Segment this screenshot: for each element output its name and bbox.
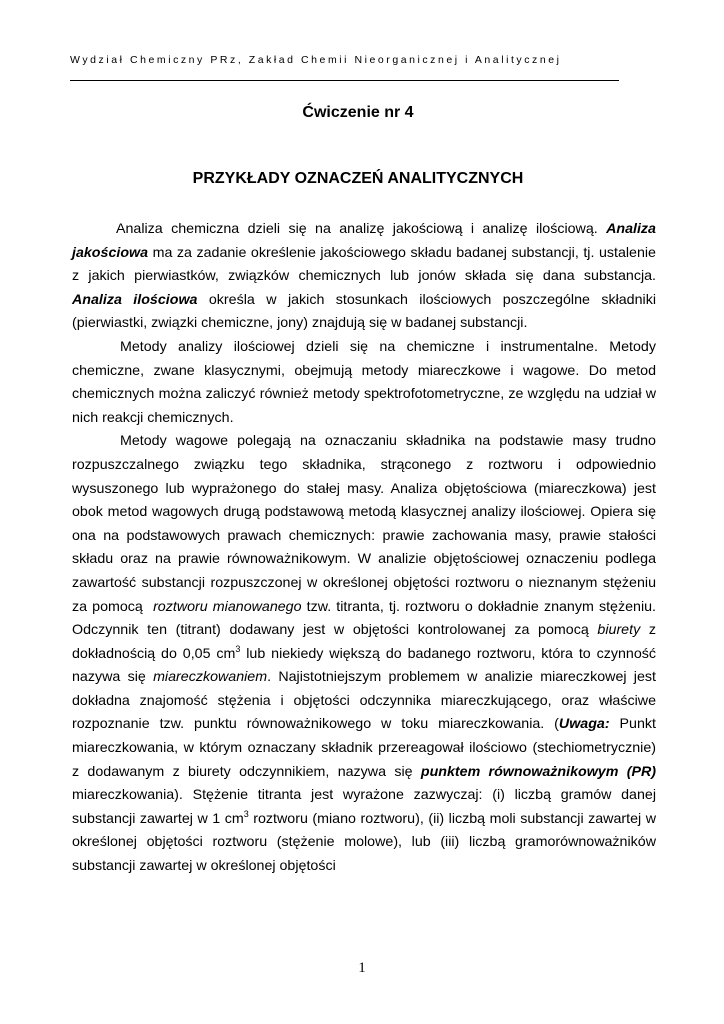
superscript-3b: 3 [243, 808, 249, 819]
superscript-3: 3 [235, 643, 241, 654]
term-analiza-ilosciowa: Analiza ilościowa [72, 291, 198, 308]
exercise-title: Ćwiczenie nr 4 [302, 104, 414, 121]
paragraph-1 [72, 218, 656, 336]
note-uwaga: Uwaga: [558, 716, 610, 733]
p3-part-d: lub niekiedy większą do badanego roztworu, która to czynność nazywa się [72, 645, 656, 686]
term-punkt-rownowaznikowy: punktem równoważnikowym (PR) [420, 763, 656, 780]
p3-part-a: Metody wagowe polegają na oznaczaniu składnika na podstawie masy trudno rozpuszczalnego związku tego składnika, strąconego z roztworu i odpowiednio wysuszonego lub wyprażonego do stałej masy. Analiza objętościowa (miareczkowa) jest obok metod wagowych drugą podstawową metodą klasycznej analizy ilościowej. Opiera się ona na podstawowych prawach chemicznych: prawie zachowania masy, prawie stałości składu oraz na prawie równoważnikowym. W analizie objętościowej oznaczeniu podlega zawartość substancji rozpuszczonej w określonej objętości roztworu o nieznanym stężeniu za pomocą [72, 433, 656, 615]
page-number: 1 [358, 960, 366, 976]
p1-sentence-1: Analiza chemiczna dzieli się na analizę jakościową i analizę ilościową. [116, 221, 598, 237]
document-body [72, 218, 656, 879]
p3-part-b: tzw. titranta, tj. roztworu o dokładnie znanym stężeniu. Odczynnik ten (titrant) dodawany jest w objętości kontrolowanej za pomocą [72, 598, 656, 639]
term-roztwor-mianowany: roztworu mianowanego [153, 598, 302, 615]
paragraph-2: Metody analizy ilościowej dzieli się na chemiczne i instrumentalne. Metody chemiczne, zwane klasycznymi, obejmują metody miareczkowe i wagowe. Do metod chemicznych można zaliczyć również metody spektrofotometryczne, ze względu na udział w nich reakcji chemicznych. [72, 338, 656, 426]
header-rule [70, 80, 619, 81]
p3-part-c: z dokładnością do 0,05 cm [72, 622, 656, 662]
p1-sentence-2: ma za zadanie określenie jakościowego składu badanej substancji, tj. ustalenie z jakich pierwiastków, związków chemicznych lub jonów składa się dana substancja. [72, 244, 656, 285]
page-header: Wydział Chemiczny PRz, Zakład Chemii Nieorganicznej i Analitycznej [70, 54, 562, 66]
p3-part-e: . Najistotniejszym problemem w analizie miareczkowej jest dokładna znajomość stężenia i objętości odczynnika miareczkującego, oraz właściwe rozpoznanie tzw. punktu równoważnikowego w toku miareczkowania. ( [72, 669, 656, 733]
p1-sentence-3: określa w jakich stosunkach ilościowych poszczególne składniki (pierwiastki, związki chemiczne, jony) znajdują się w badanej substancji. [72, 291, 656, 332]
term-miareczkowaniem: miareczkowaniem [153, 669, 268, 686]
term-biurety: biurety [597, 622, 641, 639]
topic-title: PRZYKŁADY OZNACZEŃ ANALITYCZNYCH [192, 170, 524, 187]
paragraph-3 [72, 430, 656, 878]
p3-part-f: Punkt miareczkowania, w którym oznaczany składnik przereagował ilościowo (stechiometrycznie) z dodawanym z biurety odczynnikiem, nazywa się [72, 716, 656, 780]
p3-part-h: roztworu (miano roztworu), (ii) liczbą moli substancji zawartej w określonej objętości roztworu (stężenie molowe), lub (iii) liczbą gramorównoważników substancji zawartej w określonej objętości [72, 810, 656, 875]
term-analiza-jakosciowa: Analiza jakościowa [72, 221, 656, 261]
p3-part-g: miareczkowania). Stężenie titranta jest wyrażone zazwyczaj: (i) liczbą gramów danej substancji zawartej w 1 cm [72, 787, 656, 827]
